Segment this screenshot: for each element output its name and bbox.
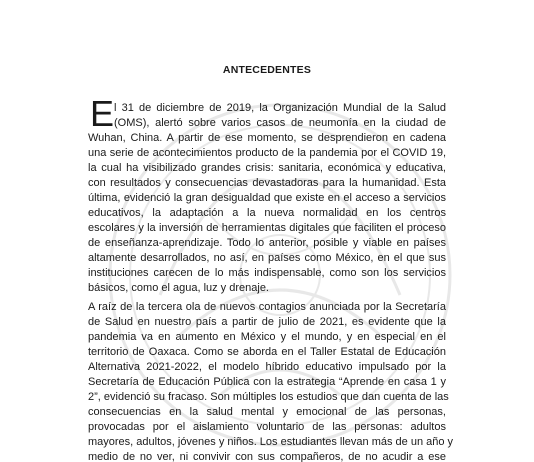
paragraph-line: Alternativa 2021-2022, el modelo híbrido educativo impulsado por la xyxy=(88,361,446,373)
drop-cap: E xyxy=(90,93,115,134)
paragraph-line: de Salud en nuestro país a partir de julio de 2021, es evidente que la xyxy=(88,316,446,328)
paragraph-line: escolares y la inversión de herramientas digitales que faciliten el proceso xyxy=(88,222,446,234)
paragraph-line: última, evidenció la gran desigualdad que existe en el acceso a servicios xyxy=(88,192,446,204)
paragraph-line: mayores, adultos, jóvenes y niños. Los estudiantes llevan más de un año y xyxy=(88,436,454,448)
paragraph-line: básicos, como el agua, luz y drenaje. xyxy=(88,282,269,294)
paragraph-line: provocadas por el aislamiento voluntario de las personas: adultos xyxy=(88,421,446,433)
paragraph-line: educativos, la adaptación a la nueva normalidad en los centros xyxy=(88,207,446,219)
paragraph-1 xyxy=(88,93,446,296)
paragraph-line: Wuhan, China. A partir de ese momento, se desprendieron en cadena xyxy=(88,132,446,144)
paragraph-line: instituciones carecen de lo más indispensable, como son los servicios xyxy=(88,267,446,279)
paragraph-line: 2”, evidenció su fracaso. Son múltiples los estudios que dan cuenta de las xyxy=(88,391,449,403)
paragraph-line: l 31 de diciembre de 2019, la Organización Mundial de la Salud xyxy=(114,102,446,114)
paragraph-line: A raíz de la tercera ola de nuevos contagios anunciada por la Secretaría xyxy=(88,301,446,313)
paragraph-line: de enseñanza-aprendizaje. Todo lo anterior, posible y viable en países xyxy=(88,237,446,249)
paragraph-line: (OMS), alertó sobre varios casos de neumonía en la ciudad de xyxy=(114,117,446,129)
paragraph-line: altamente desarrollados, no así, en países como México, en el que sus xyxy=(88,252,446,264)
page-title: ANTECEDENTES xyxy=(222,64,312,76)
paragraph-2 xyxy=(88,300,454,462)
paragraph-line: medio de no ver, ni convivir con sus compañeros, de no acudir a ese xyxy=(88,451,446,462)
paragraph-line: pandemia va en aumento en México y el mundo, y en especial en el xyxy=(88,331,446,343)
paragraph-line: territorio de Oaxaca. Como se aborda en el Taller Estatal de Educación xyxy=(88,346,446,358)
paragraph-line: una serie de acontecimientos producto de la pandemia por el COVID 19, xyxy=(88,147,446,159)
paragraph-line: consecuencias en la salud mental y emocional de las personas, xyxy=(88,406,446,418)
paragraph-line: Secretaría de Educación Pública con la estrategia “Aprende en casa 1 y xyxy=(88,376,446,388)
paragraph-line: con resultados y consecuencias devastadoras para la humanidad. Esta xyxy=(88,177,446,189)
paragraph-line: la cual ha visibilizado grandes crisis: sanitaria, económica y educativa, xyxy=(88,162,446,174)
